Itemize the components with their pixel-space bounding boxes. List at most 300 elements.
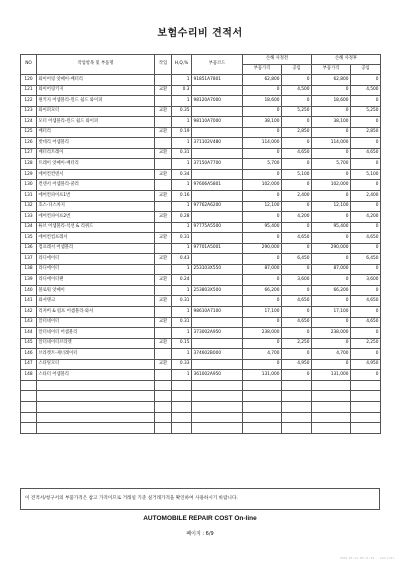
cell-hq: 1: [172, 349, 192, 360]
cell-code: 97775A5500: [192, 222, 243, 233]
cell-item: 와이어링키지: [37, 85, 155, 96]
header-no: NO: [21, 55, 37, 75]
cell-after-labor: 0: [351, 349, 381, 360]
table-row: [21, 412, 381, 423]
cell-item: 스타터 어셈블리: [37, 370, 155, 381]
cell-before-labor: 0: [282, 349, 312, 360]
cell-code: 98110A7000: [192, 117, 243, 128]
cell-work: [155, 75, 172, 86]
cell-hq: 1: [172, 138, 192, 149]
cell-before-parts: [243, 423, 282, 434]
cell-no: 125: [21, 127, 37, 138]
cell-before-labor: 4,500: [282, 85, 312, 96]
cell-after-parts: 0: [312, 338, 351, 349]
cell-before-labor: [282, 401, 312, 412]
cell-after-labor: 2,250: [351, 338, 381, 349]
cell-code: [192, 127, 243, 138]
cell-work: [155, 243, 172, 254]
table-row: [21, 201, 381, 212]
cell-after-labor: [351, 423, 381, 434]
cell-no: [21, 401, 37, 412]
cell-no: 135: [21, 233, 37, 244]
cell-hq: [172, 412, 192, 423]
cell-after-labor: 0: [351, 117, 381, 128]
table-row: [21, 359, 381, 370]
table-row: [21, 127, 381, 138]
cell-work: [155, 307, 172, 318]
cell-code: [192, 380, 243, 391]
cell-hq: 1: [172, 201, 192, 212]
cell-after-parts: 62,800: [312, 75, 351, 86]
cell-before-labor: 4,950: [282, 359, 312, 370]
cell-code: [192, 423, 243, 434]
cell-code: [192, 359, 243, 370]
cell-work: 교환: [155, 296, 172, 307]
table-row: [21, 401, 381, 412]
cell-before-labor: 3,600: [282, 275, 312, 286]
cell-before-labor: 4,650: [282, 233, 312, 244]
cell-item: [37, 412, 155, 423]
cell-work: [155, 180, 172, 191]
cell-work: 교환: [155, 254, 172, 265]
cell-before-parts: 0: [243, 127, 282, 138]
table-row: [21, 317, 381, 328]
cell-no: 127: [21, 148, 37, 159]
cell-after-parts: 66,200: [312, 285, 351, 296]
cell-work: [155, 159, 172, 170]
cell-work: 교환: [155, 212, 172, 223]
table-row: [21, 138, 381, 149]
cell-work: [155, 423, 172, 434]
header-after-group: 손해 사정후: [312, 55, 381, 65]
cell-after-parts: 0: [312, 296, 351, 307]
cell-after-labor: 4,650: [351, 233, 381, 244]
header-before-labor: 공임: [282, 65, 312, 75]
table-row: [21, 243, 381, 254]
cell-work: [155, 285, 172, 296]
cell-before-labor: [282, 391, 312, 402]
cell-after-labor: 4,950: [351, 359, 381, 370]
header-code: 부품코드: [192, 55, 243, 75]
cell-hq: 0.31: [172, 233, 192, 244]
cell-before-parts: 5,700: [243, 159, 282, 170]
cell-work: [155, 328, 172, 339]
cell-after-labor: 0: [351, 370, 381, 381]
cell-before-labor: 0: [282, 264, 312, 275]
cell-after-parts: 87,000: [312, 264, 351, 275]
table-row: [21, 307, 381, 318]
cell-work: 교환: [155, 127, 172, 138]
cell-hq: 1: [172, 222, 192, 233]
cell-code: 97762A6200: [192, 201, 243, 212]
cell-after-labor: 6,450: [351, 254, 381, 265]
cell-work: [155, 96, 172, 107]
cell-hq: 1: [172, 159, 192, 170]
cell-before-parts: 0: [243, 85, 282, 96]
cell-item: 모터 어셈블리-윈드 쉴드 와이퍼: [37, 117, 155, 128]
cell-before-parts: 0: [243, 317, 282, 328]
cell-hq: [172, 391, 192, 402]
cell-item: 라디에이터: [37, 264, 155, 275]
cell-after-parts: 114,000: [312, 138, 351, 149]
cell-no: 132: [21, 201, 37, 212]
header-before-group: 손해 사정전: [243, 55, 312, 65]
table-row: [21, 212, 381, 223]
cell-code: [192, 106, 243, 117]
cell-no: 146: [21, 349, 37, 360]
cell-before-parts: 0: [243, 106, 282, 117]
cell-after-labor: 0: [351, 75, 381, 86]
cell-work: [155, 117, 172, 128]
cell-before-parts: [243, 412, 282, 423]
cell-after-parts: 0: [312, 254, 351, 265]
cell-hq: 1: [172, 307, 192, 318]
cell-hq: 1: [172, 243, 192, 254]
cell-before-parts: 0: [243, 191, 282, 202]
cell-no: 139: [21, 275, 37, 286]
cell-item: 알터네이터: [37, 317, 155, 328]
cell-before-parts: 114,000: [243, 138, 282, 149]
cell-item: 에어컨파이프1번: [37, 191, 155, 202]
cell-after-labor: 0: [351, 307, 381, 318]
cell-after-parts: 17,100: [312, 307, 351, 318]
table-row: [21, 117, 381, 128]
cell-code: [192, 169, 243, 180]
cell-after-labor: 2,850: [351, 127, 381, 138]
cell-item: 컴프레서 어셈블리: [37, 243, 155, 254]
cell-after-parts: 5,700: [312, 159, 351, 170]
cell-code: 98610A7100: [192, 307, 243, 318]
cell-before-labor: 0: [282, 328, 312, 339]
cell-item: 브라켓트-제너레이터: [37, 349, 155, 360]
table-body: [21, 75, 381, 434]
table-row: [21, 233, 381, 244]
cell-before-labor: [282, 380, 312, 391]
cell-code: [192, 148, 243, 159]
cell-hq: 0.31: [172, 317, 192, 328]
cell-after-labor: 0: [351, 222, 381, 233]
table-row: [21, 423, 381, 434]
table-row: [21, 264, 381, 275]
cell-before-parts: 0: [243, 212, 282, 223]
cell-item: 알터네이터 어셈블리: [37, 328, 155, 339]
table-row: [21, 296, 381, 307]
cell-hq: [172, 423, 192, 434]
cell-before-labor: 0: [282, 370, 312, 381]
cell-no: 129: [21, 169, 37, 180]
table-row: [21, 391, 381, 402]
cell-after-parts: 4,700: [312, 349, 351, 360]
cell-item: [37, 380, 155, 391]
cell-before-parts: 38,100: [243, 117, 282, 128]
cell-before-parts: 0: [243, 275, 282, 286]
cell-before-labor: 2,850: [282, 127, 312, 138]
table-row: [21, 169, 381, 180]
cell-after-labor: 2,400: [351, 191, 381, 202]
cell-no: [21, 412, 37, 423]
cell-before-parts: 95,400: [243, 222, 282, 233]
header-item: 작업항목 및 부품명: [37, 55, 155, 75]
table-row: [21, 285, 381, 296]
header-work: 작업: [155, 55, 172, 75]
table-row: [21, 254, 381, 265]
cell-before-parts: 4,700: [243, 349, 282, 360]
cell-item: 라디에이터팬: [37, 275, 155, 286]
cell-item: 블로워 앗쎄이: [37, 285, 155, 296]
document-title: 보험수리비 견적서: [157, 28, 243, 39]
cell-before-parts: 238,000: [243, 328, 282, 339]
cell-item: 배터리: [37, 127, 155, 138]
cell-before-labor: 4,650: [282, 296, 312, 307]
cell-before-parts: [243, 401, 282, 412]
cell-no: 131: [21, 191, 37, 202]
cell-code: 91851A7801: [192, 75, 243, 86]
cell-before-parts: 18,600: [243, 96, 282, 107]
cell-item: 원키지 어셈블리-윈드 쉴드 와이퍼: [37, 96, 155, 107]
cell-no: 134: [21, 222, 37, 233]
cell-code: 97701A5001: [192, 243, 243, 254]
cell-before-labor: 0: [282, 285, 312, 296]
cell-work: 교환: [155, 338, 172, 349]
cell-hq: [172, 380, 192, 391]
cell-after-parts: 0: [312, 275, 351, 286]
header-before-parts: 부품가격: [243, 65, 282, 75]
cell-before-labor: 5,100: [282, 169, 312, 180]
cell-hq: 1: [172, 285, 192, 296]
table-row: [21, 338, 381, 349]
cell-before-labor: 6,450: [282, 254, 312, 265]
cell-hq: 0.43: [172, 254, 192, 265]
cell-after-labor: 0: [351, 138, 381, 149]
cell-item: 라디에이터: [37, 254, 155, 265]
cell-after-labor: 4,650: [351, 317, 381, 328]
cell-after-parts: 290,000: [312, 243, 351, 254]
cell-hq: 1: [172, 75, 192, 86]
cell-before-labor: 2,400: [282, 191, 312, 202]
cell-before-labor: [282, 412, 312, 423]
cell-hq: 1: [172, 328, 192, 339]
cell-item: 와셔탱크: [37, 296, 155, 307]
cell-before-parts: 0: [243, 169, 282, 180]
table-row: [21, 380, 381, 391]
cell-hq: 0.34: [172, 169, 192, 180]
cell-code: 253103X550: [192, 264, 243, 275]
print-stamp: 2024-03-14 08:11:49 - 123/1/01: [339, 556, 394, 560]
cell-after-parts: 238,000: [312, 328, 351, 339]
cell-code: 37150A7700: [192, 159, 243, 170]
cell-item: 배터리트레이: [37, 148, 155, 159]
cell-before-parts: 131,000: [243, 370, 282, 381]
table-row: [21, 85, 381, 96]
cell-before-labor: 4,650: [282, 148, 312, 159]
cell-item: 밧데리 어셈블리: [37, 138, 155, 149]
cell-before-labor: 5,250: [282, 106, 312, 117]
cell-no: 148: [21, 370, 37, 381]
cell-work: [155, 138, 172, 149]
cell-no: 144: [21, 328, 37, 339]
cell-code: [192, 233, 243, 244]
cell-no: 137: [21, 254, 37, 265]
cell-item: 리져버 & 펌프 어셈블리-와셔: [37, 307, 155, 318]
table-row: [21, 328, 381, 339]
cell-no: 140: [21, 285, 37, 296]
cell-work: 교환: [155, 233, 172, 244]
cell-code: 373002A950: [192, 328, 243, 339]
cell-item: 튜브 어셈블리-석션 & 리퀴드: [37, 222, 155, 233]
cell-work: [155, 391, 172, 402]
cell-after-parts: 38,100: [312, 117, 351, 128]
cell-no: [21, 380, 37, 391]
cell-hq: 1: [172, 117, 192, 128]
cell-hq: 0.15: [172, 338, 192, 349]
cell-hq: 1: [172, 180, 192, 191]
cell-after-labor: [351, 380, 381, 391]
cell-work: [155, 349, 172, 360]
cell-code: 98120A7000: [192, 96, 243, 107]
cell-before-parts: 0: [243, 338, 282, 349]
cell-after-parts: 102,000: [312, 180, 351, 191]
table-row: [21, 75, 381, 86]
cell-hq: 0.28: [172, 212, 192, 223]
table-row: [21, 96, 381, 107]
cell-after-labor: 0: [351, 328, 381, 339]
cell-work: [155, 380, 172, 391]
cell-code: [192, 212, 243, 223]
cell-work: 교환: [155, 106, 172, 117]
cell-after-parts: 0: [312, 233, 351, 244]
cell-code: [192, 412, 243, 423]
cell-no: 138: [21, 264, 37, 275]
cell-before-labor: 0: [282, 117, 312, 128]
cell-after-parts: 0: [312, 317, 351, 328]
cell-after-labor: 0: [351, 264, 381, 275]
cell-after-parts: [312, 423, 351, 434]
cell-before-parts: [243, 380, 282, 391]
cell-before-parts: 0: [243, 233, 282, 244]
cell-hq: 0.33: [172, 359, 192, 370]
cell-before-labor: 0: [282, 96, 312, 107]
cell-hq: 0.19: [172, 127, 192, 138]
cell-no: 133: [21, 212, 37, 223]
cell-work: [155, 264, 172, 275]
cell-after-parts: 0: [312, 148, 351, 159]
cell-before-parts: 66,200: [243, 285, 282, 296]
cell-code: [192, 85, 243, 96]
cell-work: 교환: [155, 85, 172, 96]
cell-after-labor: 0: [351, 285, 381, 296]
table-row: [21, 191, 381, 202]
cell-item: [37, 391, 155, 402]
cell-after-labor: [351, 401, 381, 412]
cell-item: 컨덴서 어셈블리-쿨러: [37, 180, 155, 191]
cell-work: [155, 412, 172, 423]
cell-item: 트레이 앗쎄이-배터리: [37, 159, 155, 170]
cell-item: 와이퍼모터: [37, 106, 155, 117]
cell-before-parts: 87,000: [243, 264, 282, 275]
header-after-labor: 공임: [351, 65, 381, 75]
cell-work: 교환: [155, 275, 172, 286]
cell-item: [37, 401, 155, 412]
cell-after-labor: 4,650: [351, 296, 381, 307]
cell-before-parts: 62,800: [243, 75, 282, 86]
cell-hq: [172, 401, 192, 412]
cell-after-parts: 18,600: [312, 96, 351, 107]
cell-item: [37, 423, 155, 434]
cell-no: 143: [21, 317, 37, 328]
cell-item: 알터네이터브라켓: [37, 338, 155, 349]
table-row: [21, 370, 381, 381]
header-after-parts: 부품가격: [312, 65, 351, 75]
cell-before-labor: 0: [282, 159, 312, 170]
cell-code: [192, 191, 243, 202]
cell-before-labor: 0: [282, 201, 312, 212]
page-number: 페이지 : 6/9: [186, 531, 214, 537]
cell-before-labor: 0: [282, 138, 312, 149]
cell-no: 122: [21, 96, 37, 107]
cell-after-labor: 0: [351, 180, 381, 191]
cell-code: [192, 338, 243, 349]
cell-item: 에어컨파이프2번: [37, 212, 155, 223]
cell-hq: 0.3: [172, 85, 192, 96]
cell-code: [192, 296, 243, 307]
cell-work: [155, 222, 172, 233]
cell-before-labor: 0: [282, 307, 312, 318]
cell-after-parts: [312, 380, 351, 391]
cell-before-labor: [282, 423, 312, 434]
cell-code: 374602B000: [192, 349, 243, 360]
cell-after-parts: 0: [312, 169, 351, 180]
cell-before-parts: 0: [243, 359, 282, 370]
cell-after-parts: 12,100: [312, 201, 351, 212]
cell-before-parts: 0: [243, 148, 282, 159]
cell-no: [21, 423, 37, 434]
cell-before-labor: 2,250: [282, 338, 312, 349]
cell-no: 121: [21, 85, 37, 96]
table-row: [21, 180, 381, 191]
cell-after-parts: 0: [312, 359, 351, 370]
table-row: [21, 222, 381, 233]
cell-code: [192, 401, 243, 412]
cell-hq: 0.31: [172, 296, 192, 307]
cell-before-labor: 0: [282, 243, 312, 254]
cell-after-parts: 0: [312, 191, 351, 202]
cell-after-parts: [312, 412, 351, 423]
cell-hq: 0.24: [172, 275, 192, 286]
cell-item: 에어컨컴프레서: [37, 233, 155, 244]
cell-work: 교환: [155, 317, 172, 328]
cell-code: [192, 254, 243, 265]
cell-before-labor: 0: [282, 222, 312, 233]
cell-no: 130: [21, 180, 37, 191]
cell-after-labor: [351, 391, 381, 402]
table-row: [21, 159, 381, 170]
cell-no: 147: [21, 359, 37, 370]
cell-after-labor: 0: [351, 159, 381, 170]
cell-before-parts: 290,000: [243, 243, 282, 254]
estimate-table: [20, 54, 381, 434]
cell-after-parts: 0: [312, 85, 351, 96]
cell-no: 128: [21, 159, 37, 170]
cell-before-parts: [243, 391, 282, 402]
footer-title: AUTOMOBILE REPAIR COST On-line: [143, 515, 257, 522]
cell-after-parts: 0: [312, 127, 351, 138]
table-row: [21, 275, 381, 286]
table-row: [21, 148, 381, 159]
cell-before-labor: 4,650: [282, 317, 312, 328]
cell-no: 123: [21, 106, 37, 117]
cell-after-parts: 95,400: [312, 222, 351, 233]
cell-before-labor: 0: [282, 180, 312, 191]
